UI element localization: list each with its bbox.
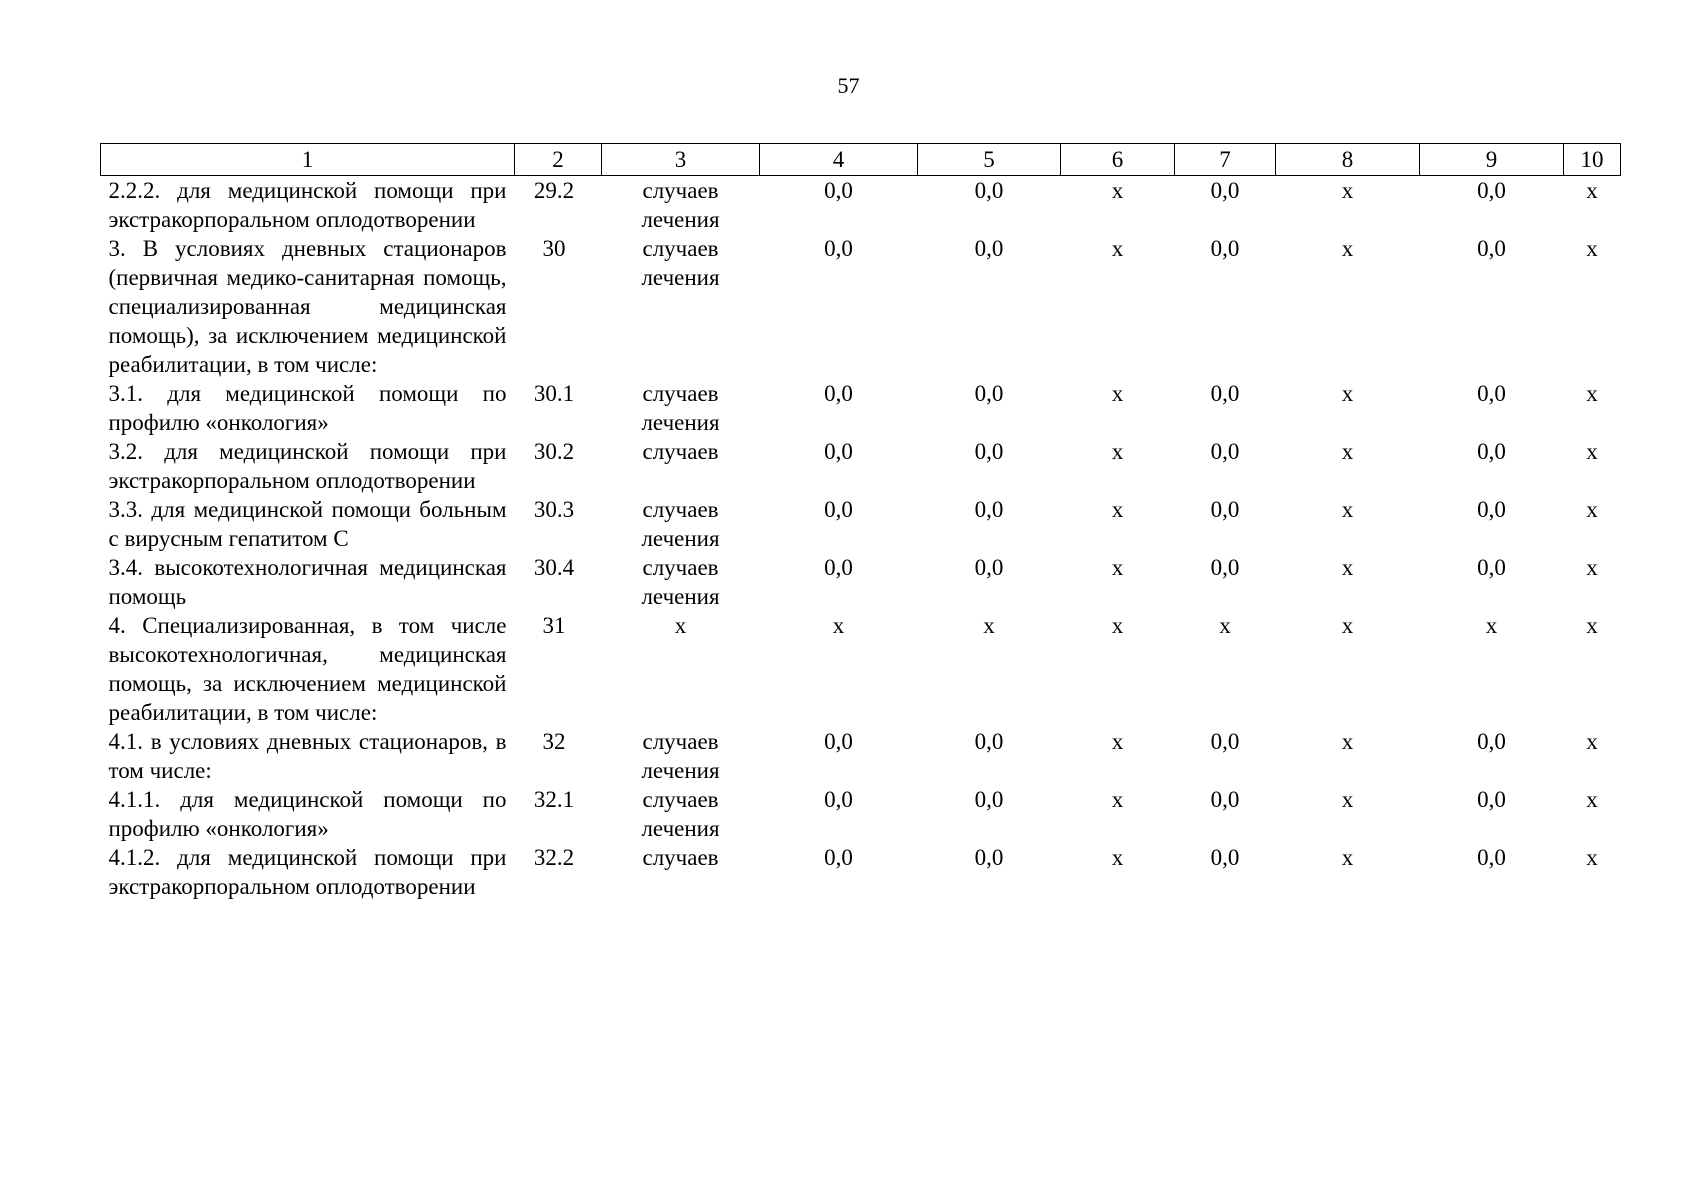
row-value-cell: х bbox=[1111, 613, 1124, 638]
column-header: 8 bbox=[1276, 144, 1420, 176]
row-value-cell: х bbox=[983, 613, 995, 638]
row-value-cell: х bbox=[1341, 236, 1354, 261]
row-value-cell: х bbox=[1586, 613, 1598, 638]
row-value-cell: х bbox=[1111, 236, 1124, 261]
row-value-cell: 0,0 bbox=[974, 555, 1004, 580]
row-value-cell: 0,0 bbox=[1210, 787, 1240, 812]
row-value-cell: х bbox=[1341, 613, 1354, 638]
row-unit-cell: случаев лечения bbox=[641, 787, 720, 841]
row-value-cell: х bbox=[1341, 497, 1354, 522]
row-value-cell: 0,0 bbox=[1477, 497, 1506, 522]
row-name-cell: 3.3. для медицинской помощи больным с вирусным гепатитом С bbox=[108, 497, 507, 551]
row-value-cell: 0,0 bbox=[1210, 845, 1240, 870]
row-value-cell: х bbox=[1111, 845, 1124, 870]
table-row bbox=[101, 785, 1621, 843]
row-code-cell: 30.3 bbox=[533, 497, 575, 522]
header-row bbox=[101, 144, 1621, 176]
row-unit-cell: х bbox=[674, 613, 687, 638]
row-value-cell: х bbox=[1111, 497, 1124, 522]
page-number: 57 bbox=[837, 73, 860, 98]
table-row bbox=[101, 843, 1621, 901]
row-value-cell: х bbox=[1586, 439, 1598, 464]
table-row bbox=[101, 176, 1621, 235]
row-value-cell: 0,0 bbox=[1477, 555, 1506, 580]
row-value-cell: 0,0 bbox=[824, 178, 853, 203]
data-table bbox=[100, 143, 1621, 901]
row-code-cell: 30 bbox=[542, 236, 566, 261]
row-value-cell: 0,0 bbox=[824, 729, 853, 754]
table-row bbox=[101, 437, 1621, 495]
column-header: 3 bbox=[602, 144, 760, 176]
row-value-cell: 0,0 bbox=[1477, 439, 1506, 464]
column-header: 2 bbox=[515, 144, 602, 176]
row-value-cell: х bbox=[1111, 729, 1124, 754]
row-value-cell: 0,0 bbox=[974, 845, 1004, 870]
row-value-cell: 0,0 bbox=[1477, 787, 1506, 812]
row-value-cell: х bbox=[1586, 729, 1598, 754]
row-value-cell: 0,0 bbox=[1477, 236, 1506, 261]
table-row bbox=[101, 495, 1621, 553]
row-value-cell: 0,0 bbox=[974, 236, 1004, 261]
row-value-cell: х bbox=[1586, 787, 1598, 812]
row-unit-cell: случаев лечения bbox=[641, 236, 720, 290]
row-name-cell: 3.1. для медицинской помощи по профилю «онкология» bbox=[108, 381, 507, 435]
row-value-cell: 0,0 bbox=[1210, 439, 1240, 464]
row-value-cell: х bbox=[1341, 787, 1354, 812]
row-value-cell: 0,0 bbox=[824, 236, 853, 261]
row-value-cell: 0,0 bbox=[824, 497, 853, 522]
column-header: 4 bbox=[760, 144, 918, 176]
row-code-cell: 30.4 bbox=[533, 555, 575, 580]
table-row bbox=[101, 611, 1621, 727]
row-unit-cell: случаев лечения bbox=[641, 497, 720, 551]
column-header: 9 bbox=[1420, 144, 1564, 176]
row-value-cell: х bbox=[1586, 555, 1598, 580]
row-value-cell: х bbox=[1586, 178, 1598, 203]
row-code-cell: 30.1 bbox=[533, 381, 575, 406]
row-value-cell: 0,0 bbox=[1210, 555, 1240, 580]
row-name-cell: 4.1.2. для медицинской помощи при экстракорпоральном оплодотворении bbox=[108, 845, 507, 899]
row-value-cell: х bbox=[1586, 497, 1598, 522]
row-name-cell: 2.2.2. для медицинской помощи при экстракорпоральном оплодотворении bbox=[108, 178, 507, 232]
row-value-cell: х bbox=[1111, 178, 1124, 203]
table-row bbox=[101, 553, 1621, 611]
row-value-cell: 0,0 bbox=[824, 787, 853, 812]
row-value-cell: 0,0 bbox=[824, 381, 853, 406]
row-code-cell: 30.2 bbox=[533, 439, 575, 464]
row-value-cell: х bbox=[1111, 439, 1124, 464]
row-value-cell: 0,0 bbox=[1210, 178, 1240, 203]
row-value-cell: х bbox=[1111, 787, 1124, 812]
column-header: 7 bbox=[1175, 144, 1276, 176]
row-name-cell: 4.1.1. для медицинской помощи по профилю «онкология» bbox=[108, 787, 507, 841]
row-unit-cell: случаев лечения bbox=[641, 729, 720, 783]
row-value-cell: х bbox=[1485, 613, 1498, 638]
row-name-cell: 4.1. в условиях дневных стационаров, в том числе: bbox=[108, 729, 507, 783]
column-header: 6 bbox=[1061, 144, 1175, 176]
row-unit-cell: случаев bbox=[642, 439, 719, 464]
row-value-cell: 0,0 bbox=[974, 439, 1004, 464]
row-name-cell: 4. Специализированная, в том числе высокотехнологичная, медицинская помощь, за исключением медицинской реабилитации, в том числе: bbox=[108, 613, 507, 725]
row-value-cell: х bbox=[1586, 236, 1598, 261]
row-code-cell: 32 bbox=[542, 729, 566, 754]
row-value-cell: 0,0 bbox=[1477, 729, 1506, 754]
row-code-cell: 32.1 bbox=[533, 787, 575, 812]
row-value-cell: х bbox=[1341, 381, 1354, 406]
row-value-cell: 0,0 bbox=[1210, 729, 1240, 754]
table-body bbox=[101, 176, 1621, 902]
row-value-cell: х bbox=[1586, 381, 1598, 406]
row-value-cell: 0,0 bbox=[1210, 381, 1240, 406]
row-unit-cell: случаев лечения bbox=[641, 381, 720, 435]
row-name-cell: 3. В условиях дневных стационаров (первичная медико-санитарная помощь, специализированная медицинская помощь), за исключением медицинской реабилитации, в том числе: bbox=[108, 236, 507, 377]
row-value-cell: 0,0 bbox=[974, 729, 1004, 754]
column-header: 5 bbox=[918, 144, 1061, 176]
row-value-cell: 0,0 bbox=[1210, 497, 1240, 522]
row-value-cell: х bbox=[1341, 845, 1354, 870]
row-unit-cell: случаев лечения bbox=[641, 178, 720, 232]
row-value-cell: х bbox=[1111, 555, 1124, 580]
row-value-cell: 0,0 bbox=[1210, 236, 1240, 261]
row-value-cell: 0,0 bbox=[824, 845, 853, 870]
row-unit-cell: случаев bbox=[642, 845, 719, 870]
column-header: 1 bbox=[101, 144, 515, 176]
row-code-cell: 32.2 bbox=[533, 845, 575, 870]
column-header: 10 bbox=[1564, 144, 1621, 176]
row-value-cell: х bbox=[1219, 613, 1231, 638]
row-value-cell: х bbox=[1341, 555, 1354, 580]
row-value-cell: 0,0 bbox=[824, 439, 853, 464]
row-value-cell: 0,0 bbox=[1477, 381, 1506, 406]
row-code-cell: 31 bbox=[542, 613, 566, 638]
row-unit-cell: случаев лечения bbox=[641, 555, 720, 609]
row-value-cell: 0,0 bbox=[974, 381, 1004, 406]
row-value-cell: 0,0 bbox=[974, 787, 1004, 812]
row-value-cell: х bbox=[1341, 178, 1354, 203]
row-value-cell: 0,0 bbox=[1477, 845, 1506, 870]
row-value-cell: 0,0 bbox=[1477, 178, 1506, 203]
row-value-cell: 0,0 bbox=[824, 555, 853, 580]
row-value-cell: х bbox=[1111, 381, 1124, 406]
row-value-cell: 0,0 bbox=[974, 497, 1004, 522]
row-name-cell: 3.2. для медицинской помощи при экстракорпоральном оплодотворении bbox=[108, 439, 507, 493]
table-row bbox=[101, 379, 1621, 437]
table-row bbox=[101, 234, 1621, 379]
row-name-cell: 3.4. высокотехнологичная медицинская помощь bbox=[108, 555, 507, 609]
row-value-cell: х bbox=[1341, 729, 1354, 754]
table-row bbox=[101, 727, 1621, 785]
row-value-cell: х bbox=[832, 613, 845, 638]
row-code-cell: 29.2 bbox=[533, 178, 575, 203]
row-value-cell: 0,0 bbox=[974, 178, 1004, 203]
row-value-cell: х bbox=[1586, 845, 1598, 870]
row-value-cell: х bbox=[1341, 439, 1354, 464]
